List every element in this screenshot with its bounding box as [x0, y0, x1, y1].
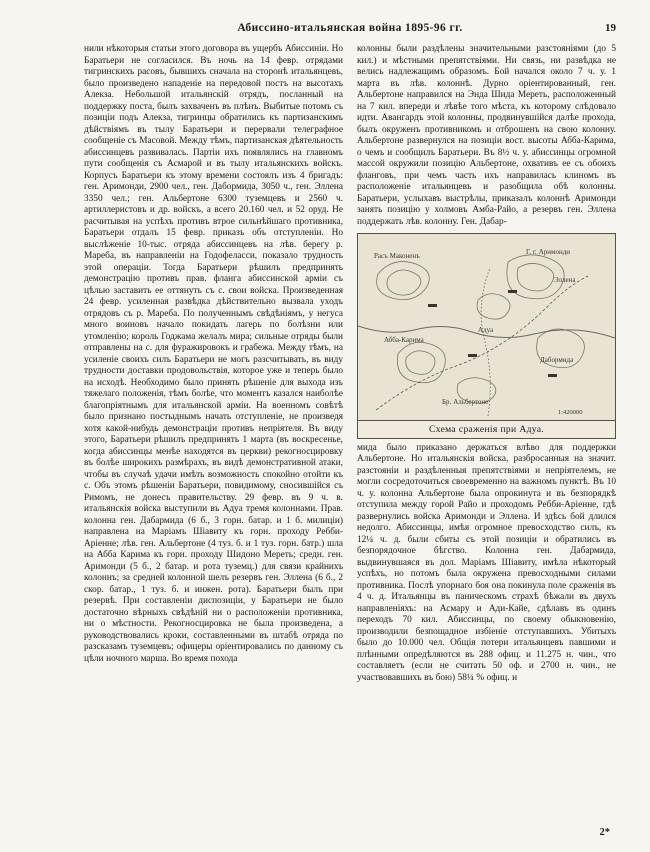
map-label-albertone: Бр. Альбертоне: [442, 398, 489, 406]
map-label-ellena: Эллена: [554, 276, 576, 284]
path-line: [481, 268, 490, 416]
right-column-text-top: колонны были раздѣлены значительными разстояніями (до 5 кил.) и мѣстными препятствіями. Ни связь, ни развѣдка не велись надлежащимъ образомъ. Бой начался около 7 ч. у. 1 марта въ лѣв. колоннѣ. Дурно оріентированный, ген. Альбертоне направился на Энда Шида Мереть, расположенный на 7 кил. впереди и лѣвѣе того мѣста, къ которому слѣдовало идти. Авангардъ этой колонны, продвинувшійся далѣе прохода, былъ окруженъ противникомъ и отброшенъ на свою колонну. Альбертоне развернулся на позиціи вост. высоты Абба-Карима, о чемъ и сообщилъ Баратьери. Въ 8½ ч. у. абиссинцы огромной массой окружили позицію Альбертоне, охвативъ ее съ обоихъ фланговъ, при чемъ часть ихъ направилась клиномъ въ расположеніе итальянцевъ и разобщила обѣ колонны. Баратьери, услыхавъ выстрѣлы, приказалъ колоннѣ Аримонди занять позицію у холмовъ Амба-Райо, а резервъ ген. Эллена поддержать лѣв. колонну. Ген. Дабар-: [357, 44, 616, 227]
page-number: 19: [605, 22, 616, 34]
right-column-text-bottom: мида было приказано держаться влѣво для поддержки Альбертоне. Но итальянскія войска, разбросанныя на значит. разстояніи и раздѣленныя препятствіями и непріятелемъ, не могли сосредоточиться своевременно на важномъ пунктѣ. Въ 10 ч. у. колонна Альбертоне была опрокинута и въ безпорядкѣ отступила между горой Райо и проходомъ Ребби-Аріенне, гдѣ развернулись войска Аримонди и Эллена. И здѣсь бой длился недолго. Абиссинцы, имѣя огромное превосходство силъ, къ 12¼ ч. д. были сбиты съ этой позиціи и обратились въ безпорядочное бѣгство. Колонна ген. Дабармида, выдвинувшаяся въ дол. Маріамъ Шіавиту, имѣла нѣкоторый успѣхъ, но потомъ была окружена превосходными силами противника. Послѣ упорнаго боя она покинула поле сраженія въ 4 ч. д. Итальянцы въ паническомъ страхѣ бѣжали въ двухъ направленіяхъ: на Асмару и Ади-Кайе, сдѣлавъ въ одинъ переходъ 70 кил. Абиссинцы, по своему обыкновенію, производили безпощадное избіеніе отступавшихъ. Убитыхъ было до 10.000 чел. Общія потери итальянцевъ павшими и плѣнными опредѣляются въ 288 офиц. и 11.275 н. чин., что составляетъ (если не считать 50 оф. и 2700 н. чин., не участвовавшихъ въ бою) 58¼ % офиц. и: [357, 442, 616, 683]
battle-map: [357, 233, 616, 421]
right-column: [357, 44, 616, 684]
battle-map-drawing: [358, 234, 615, 420]
signature-mark: 2*: [599, 827, 610, 838]
text-columns: [84, 44, 616, 684]
map-label-scale: 1:420000: [558, 409, 583, 416]
map-label-makonnen: Расъ Маконенъ: [374, 252, 420, 260]
map-label-dabormida: Дабормида: [540, 356, 574, 364]
battle-map-figure: [357, 233, 616, 439]
map-label-arimondi: Г. г. Аримонди: [526, 248, 571, 256]
left-column-text: нили нѣкоторыя статьи этого договора въ ущербъ Абиссиніи. Но Баратьери не согласился. Въ ночь на 14 февр. отрядами тигринскихъ расовъ, бывшихъ сначала на сторонѣ итальянцевъ, было произведено нападеніе на передовой постъ на высотахъ Алекза. Небольшой итальянскій отрядъ, посланный на поддержку поста, былъ захваченъ въ плѣнъ. Выбитые потомъ съ позиціи подъ Алекза, тигринцы обратились къ партизанскимъ дѣйствіямъ въ тылу Баратьери и перервали телеграфное сообщеніе съ Масовой. Между тѣмъ, партизанская дѣятельность абиссинцевъ развивалась. Партіи ихъ появлялись на главномъ пути сообщенія съ Асмарой и въ тылу итальянскихъ войскъ. Корпусъ Баратьери къ этому времени состоялъ изъ 4 бригадъ: ген. Аримонди, 2900 чел., ген. Дабормида, 3050 ч., ген. Эллена 3350 чел.; ген. Альбертоне 6300 туземцевъ и 2560 ч. артиллеристовъ и др. войскъ, а всего 20.160 чел. и 52 оруд. Не расчитывая на успѣхъ противъ втрое сильнѣйшаго противника, Баратьери отдалъ 15 февр. приказъ объ отступленіи. Но выслѣженіе 10-тыс. отряда абиссинцевъ на лѣв. берегу р. Мареба, въ направленіи на Годофеласси, показало трудность этой операціи. Тогда Баратьери рѣшилъ предпринять демонстрацію противъ прав. фланга абиссинской арміи съ цѣлью заставить ее оттянуть съ с. свои войска. Произведенная 24 февр. усиленная развѣдка дѣйствительно вызвала уходъ отрядовъ съ р. Мареба. По полученнымъ свѣдѣніямъ, у негуса много воиновъ начало покидать лагерь по болѣзни или утомленію; король Годжама желалъ мира; сильные отряды были отправлены на с. для фуражировокъ и грабежа. Между тѣмъ, на усиленіе своихъ силъ Баратьери не могъ разсчитывать, въ виду трудности доставки продовольствія, которое уже и теперь было на исходѣ. Необходимо было принять рѣшеніе для выхода изъ тяжелаго положенія, тѣмъ болѣе, что моментъ казался наиболѣе благопріятнымъ для итальянской арміи. На военномъ совѣтѣ было признано постыднымъ начать отступленіе, не произведя хотя какой-нибудь демонстраціи противъ непріятеля. Въ виду этого, Баратьери рѣшилъ предпринять 1 марта (въ воскресенье, когда абиссинцы менѣе находятся въ церкви) рекогносцировку въ болѣе широкихъ размѣрахъ, въ видѣ демонстративной атаки, чтобы въ случаѣ удачи имѣть возможность спокойно отойти къ с. Объ этомъ рѣшеніи Баратьери, повидимому, сносившійся съ Римомъ, не донесъ правительству. 29 февр. въ 9 ч. в. итальянскія войска выступили въ Адуа тремя колоннами. Прав. колонна ген. Дабармида (6 б., 3 горн. батар. и 1 б. милиціи) направлена на Маріамъ Шіавиту къ горн. проходу Ребби-Аріенне; лѣв. ген. Альбертоне (4 туз. б. и 1 туз. горн. батр.) шла на Абба Карима къ горн. проходу Шидоно Мереть; средн. ген. Аримонди (5 б., 2 батар. и рота туземц.) для связи крайнихъ колоннъ; за средней колонной шелъ резервъ ген. Эллена (6 б., 2 скор. батар., 1 туз. б. и инжен. рота). Баратьери былъ при резервѣ. При составленіи диспозиціи, у Баратьери не было достаточно вѣрныхъ свѣдѣній ни о расположеніи противника, ни о мѣстности. Рекогносцировка не была произведена, а руководствовались кроки, составленными въ штабѣ отряда по разсказамъ туземцевъ; офицеры оріентировались по данному съ цѣли ночного марша. Во время похода: [84, 44, 343, 664]
map-label-abba-karima: Абба-Карима: [384, 336, 424, 344]
map-label-adua: Адуа: [478, 326, 494, 334]
left-column: [84, 44, 343, 684]
map-caption: Схема сраженія при Адуа.: [357, 421, 616, 439]
page-title: Абиссино-итальянская война 1895-96 гг.: [237, 22, 463, 34]
